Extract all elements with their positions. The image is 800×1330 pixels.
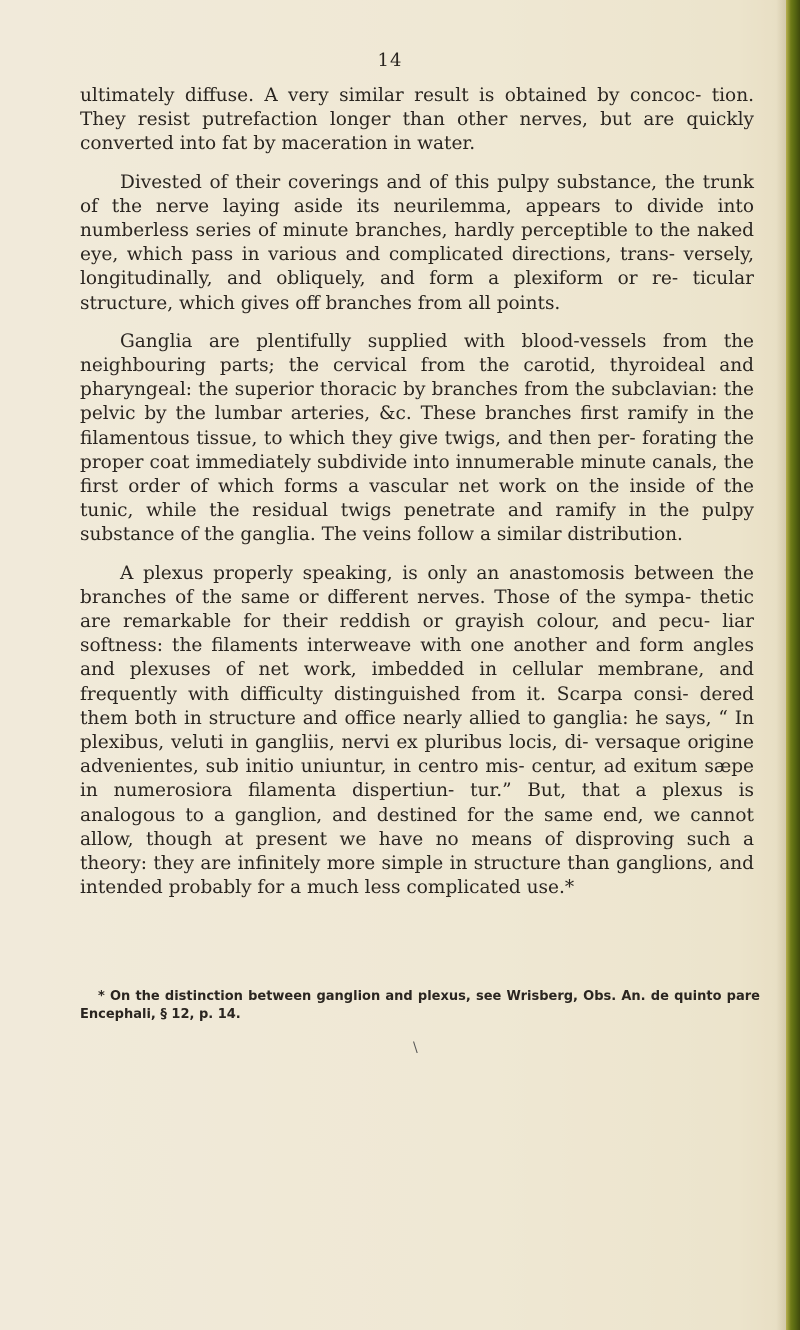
paragraph-4: A plexus properly speaking, is only an anastomosis between the branches of the same or different nerves. Those of the sympa- thetic are remarkable for their reddish or grayish colour, and pecu- liar softness: the filaments interweave with one another and form angles and plexuses of net work, imbedded in cellular membrane, and frequently with difficulty distinguished from it. Scarpa consi- dered them both in structure and office nearly allied to ganglia: he says, “ In plexibus, veluti in gangliis, nervi ex pluribus locis, di- versaque origine advenientes, sub initio uniuntur, in centro mis- centur, ad exitum sæpe in numerosiora filamenta dispertiun- tur.” But, that a plexus is analogous to a ganglion, and destined for the same end, we cannot allow, though at present we have no means of disproving such a theory: they are infinitely more simple in structure than ganglions, and intended probably for a much less complicated use.* (80, 562, 754, 899)
page-gutter-shadow (776, 0, 786, 1330)
page-number: 14 (377, 50, 403, 71)
paragraph-3: Ganglia are plentifully supplied with blood-vessels from the neighbouring parts; the cervical from the carotid, thyroideal and pharyngeal: the superior thoracic by branches from the subclavian: the pelvic by the lumbar arteries, &c. These branches first ramify in the filamentous tissue, to which they give twigs, and then per- forating the proper coat immediately subdivide into innumerable minute canals, the first order of which forms a vascular net work on the inside of the tunic, while the residual twigs penetrate and ramify in the pulpy substance of the ganglia. The veins follow a similar distribution. (80, 330, 754, 546)
stray-ink-mark: \ (413, 1040, 418, 1056)
body-text (80, 84, 754, 901)
page-edge-binding (786, 0, 800, 1330)
paragraph-1: ultimately diffuse. A very similar result is obtained by concoc- tion. They resist putrefaction longer than other nerves, but are quickly converted into fat by maceration in water. (80, 85, 754, 155)
footnote: * On the distinction between ganglion and plexus, see Wrisberg, Obs. An. de quinto pare Encephali, § 12, p. 14. (80, 989, 760, 1022)
paragraph-2: Divested of their coverings and of this pulpy substance, the trunk of the nerve laying aside its neurilemma, appears to divide into numberless series of minute branches, hardly perceptible to the naked eye, which pass in various and complicated directions, trans- versely, longitudinally, and obliquely, and form a plexiform or re- ticular structure, which gives off branches from all points. (80, 171, 754, 314)
